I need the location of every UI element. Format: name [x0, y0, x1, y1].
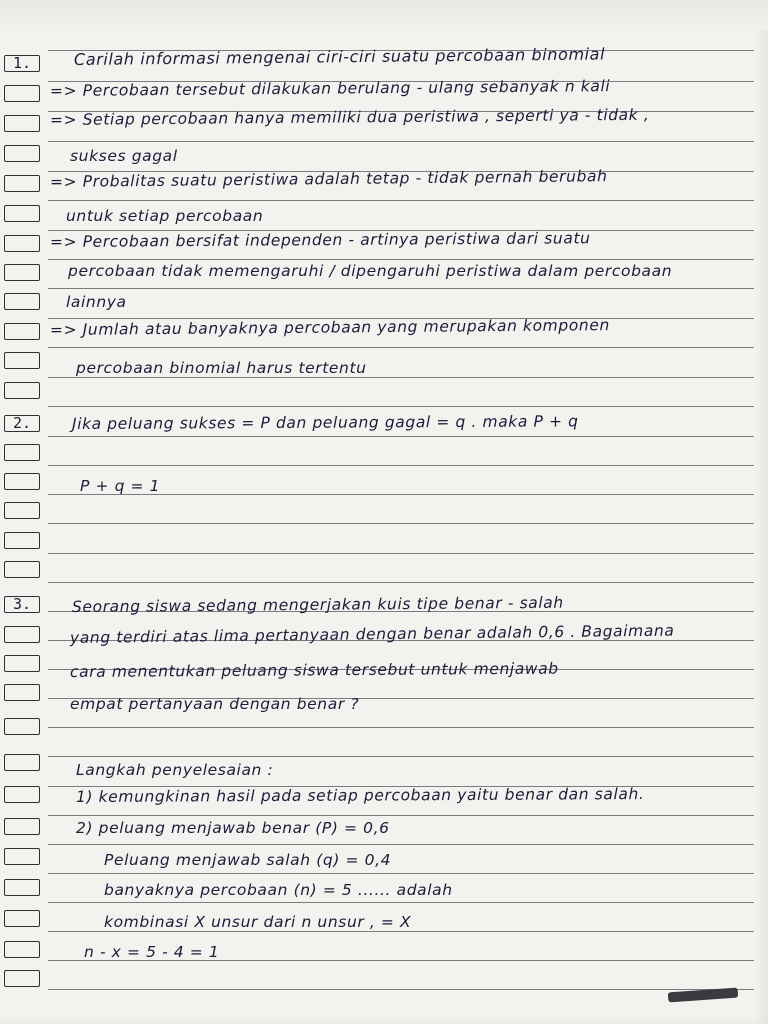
text-line: => Percobaan bersifat independen - artinya peristiwa dari suatu [49, 229, 591, 251]
text-line: yang terdiri atas lima pertanyaan dengan benar adalah 0,6 . Bagaimana [69, 621, 675, 647]
margin-box [4, 444, 40, 461]
ruled-line [48, 347, 754, 348]
ruled-line [48, 989, 754, 990]
margin-box [4, 382, 40, 399]
text-line: Carilah informasi mengenai ciri-ciri suatu percobaan binomial [73, 44, 606, 69]
ruled-line [48, 436, 754, 437]
margin-box [4, 626, 40, 643]
text-line: 1) kemungkinan hasil pada setiap percobaan yaitu benar dan salah. [75, 785, 645, 806]
text-line: sukses gagal [70, 147, 178, 165]
margin-box [4, 352, 40, 369]
ruled-line [48, 141, 754, 142]
ruled-line [48, 582, 754, 583]
text-line: => Percobaan tersebut dilakukan berulang - ulang sebanyak n kali [49, 77, 611, 100]
ruled-line [48, 406, 754, 407]
margin-box [4, 473, 40, 490]
margin-box [4, 205, 40, 222]
text-line: cara menentukan peluang siswa tersebut untuk menjawab [69, 659, 559, 681]
text-line: P + q = 1 [80, 477, 161, 495]
ruled-line [48, 756, 754, 757]
ruled-line [48, 553, 754, 554]
text-line: Peluang menjawab salah (q) = 0,4 [104, 851, 392, 869]
ruled-line [48, 523, 754, 524]
text-line: Jika peluang sukses = P dan peluang gagal = q . maka P + q [71, 412, 579, 433]
ruled-line [48, 873, 754, 874]
text-line: => Jumlah atau banyaknya percobaan yang merupakan komponen [49, 316, 610, 339]
text-line: percobaan binomial harus tertentu [76, 359, 367, 377]
margin-box [4, 655, 40, 672]
ruled-line [48, 902, 754, 903]
margin-box [4, 970, 40, 987]
text-line: => Setiap percobaan hanya memiliki dua peristiwa , seperti ya - tidak , [49, 105, 650, 129]
margin-box [4, 85, 40, 102]
question-number-3: 3. [12, 595, 32, 613]
margin-box [4, 848, 40, 865]
margin-box [4, 561, 40, 578]
margin-box [4, 175, 40, 192]
page-top-edge [0, 0, 768, 30]
ruled-line [48, 727, 754, 728]
margin-box [4, 754, 40, 771]
question-number-1: 1. [12, 54, 32, 72]
margin-box [4, 941, 40, 958]
margin-box [4, 235, 40, 252]
margin-box [4, 115, 40, 132]
text-line: lainnya [66, 293, 127, 311]
text-line: Seorang siswa sedang mengerjakan kuis tipe benar - salah [71, 593, 564, 616]
ruled-line [48, 259, 754, 260]
margin-box [4, 502, 40, 519]
text-line: n - x = 5 - 4 = 1 [84, 943, 220, 961]
margin-box [4, 293, 40, 310]
ruled-line [48, 815, 754, 816]
margin-box [4, 264, 40, 281]
ruled-line [48, 288, 754, 289]
text-line: untuk setiap percobaan [66, 207, 264, 225]
margin-box [4, 145, 40, 162]
margin-box [4, 786, 40, 803]
margin-box [4, 879, 40, 896]
margin-box [4, 910, 40, 927]
margin-box [4, 818, 40, 835]
text-line: banyaknya percobaan (n) = 5 ...... adalah [104, 881, 453, 899]
text-line: => Probalitas suatu peristiwa adalah tetap - tidak pernah berubah [49, 167, 608, 191]
text-line: percobaan tidak memengaruhi / dipengaruhi peristiwa dalam percobaan [68, 262, 673, 280]
margin-box [4, 684, 40, 701]
ruled-line [48, 844, 754, 845]
ruled-line [48, 465, 754, 466]
text-line: empat pertanyaan dengan benar ? [70, 695, 360, 713]
margin-box [4, 718, 40, 735]
margin-box [4, 532, 40, 549]
margin-box [4, 323, 40, 340]
ruled-line [48, 200, 754, 201]
text-line: Langkah penyelesaian : [76, 761, 274, 779]
question-number-2: 2. [12, 414, 32, 432]
text-line: kombinasi X unsur dari n unsur , = X [104, 913, 412, 931]
text-line: 2) peluang menjawab benar (P) = 0,6 [76, 819, 390, 837]
